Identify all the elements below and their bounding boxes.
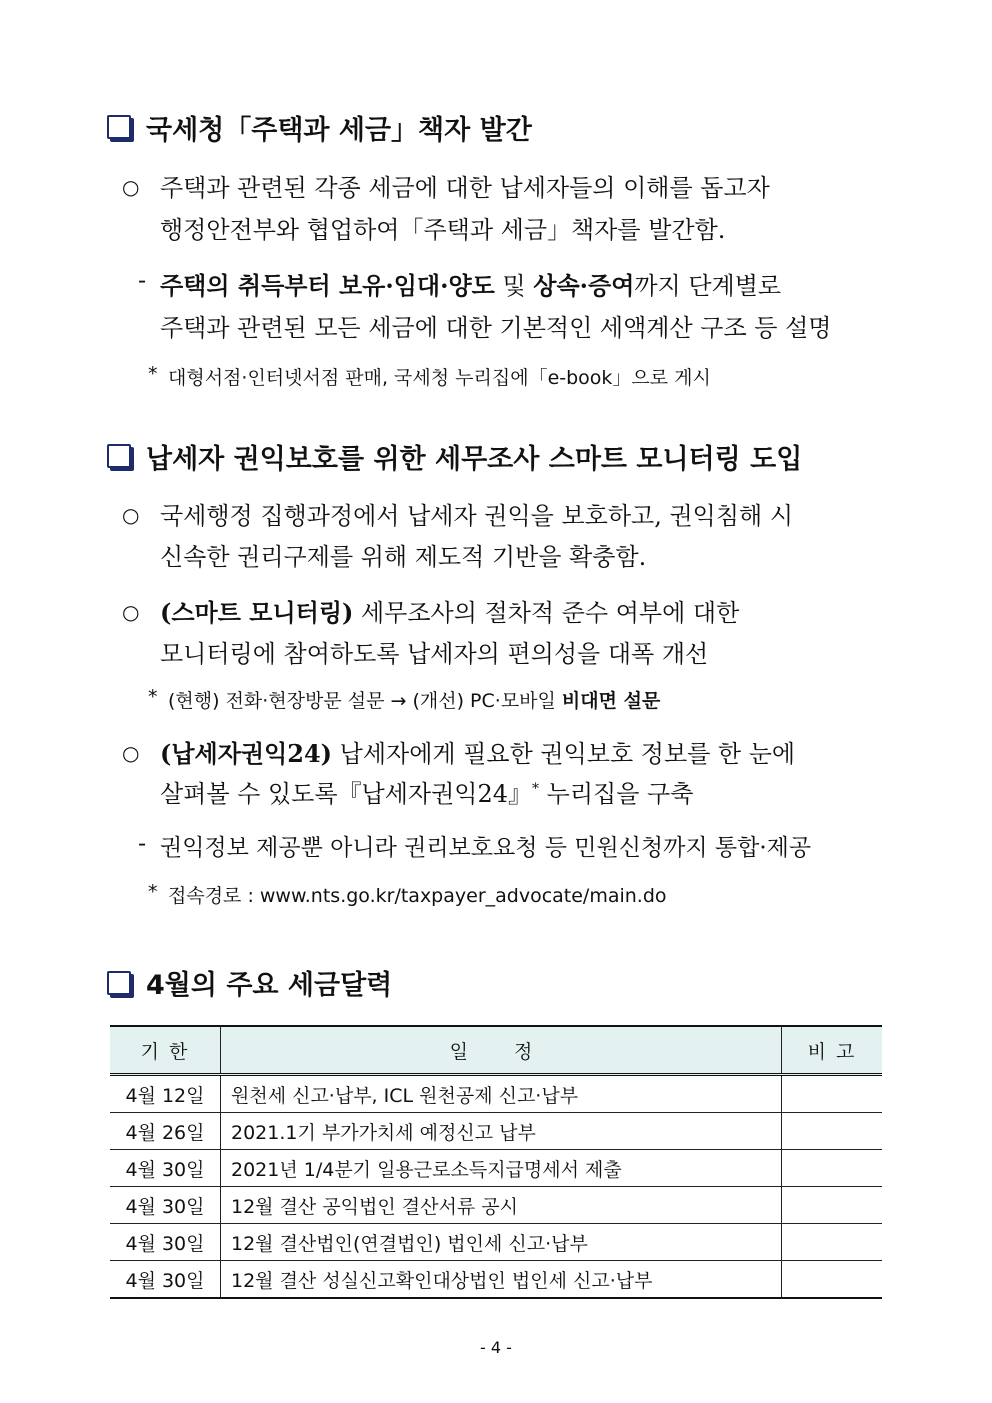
schedule-cell: 12월 결산 공익법인 결산서류 공시: [221, 1187, 782, 1224]
note-cell: [782, 1261, 883, 1299]
paragraph-line: 주택과 관련된 각종 세금에 대한 납세자들의 이해를 돕고자: [160, 174, 770, 202]
page-number: - 4 -: [480, 1338, 512, 1357]
date-cell: 4월 30일: [110, 1150, 221, 1187]
section-title: 납세자 권익보호를 위한 세무조사 스마트 모니터링 도입: [146, 444, 803, 475]
date-cell: 4월 26일: [110, 1113, 221, 1150]
section-box-icon: [107, 444, 131, 468]
date-cell: 4월 30일: [110, 1224, 221, 1261]
table-header-row: [110, 1026, 882, 1075]
text-span: 세무조사의 절차적 준수 여부에 대한: [353, 599, 740, 627]
circle-bullet-icon: ○: [122, 503, 140, 527]
bold-text: (납세자권익24): [160, 739, 333, 768]
note-cell: [782, 1150, 883, 1187]
note-cell: [782, 1075, 883, 1113]
schedule-cell: 2021.1기 부가가치세 예정신고 납부: [221, 1113, 782, 1150]
asterisk-icon: *: [148, 881, 158, 903]
schedule-cell: 원천세 신고·납부, ICL 원천공제 신고·납부: [221, 1075, 782, 1113]
paragraph-line: [160, 266, 781, 301]
schedule-cell: 2021년 1/4분기 일용근로소득지급명세서 제출: [221, 1150, 782, 1187]
table-row: [110, 1187, 882, 1224]
paragraph-line: [160, 593, 739, 628]
paragraph-line: 행정안전부와 협업하여「주택과 세금」책자를 발간함.: [160, 216, 726, 244]
text-span: 누리집을 구축: [539, 780, 694, 808]
date-cell: 4월 30일: [110, 1187, 221, 1224]
paragraph-line: 국세행정 집행과정에서 납세자 권익을 보호하고, 권익침해 시: [160, 502, 794, 530]
bold-text: 상속·증여: [533, 271, 635, 300]
section-box-icon: [107, 971, 131, 995]
paragraph-line: [160, 774, 693, 809]
asterisk-icon: *: [148, 686, 158, 708]
bold-text: 주택의 취득부터 보유·임대·양도: [160, 271, 495, 300]
note-cell: [782, 1113, 883, 1150]
table-row: [110, 1224, 882, 1261]
schedule-cell: 12월 결산법인(연결법인) 법인세 신고·납부: [221, 1224, 782, 1261]
date-cell: 4월 30일: [110, 1261, 221, 1299]
date-cell: 4월 12일: [110, 1075, 221, 1113]
text-span: 및: [494, 272, 534, 300]
asterisk-icon: *: [148, 363, 158, 385]
bold-text: (스마트 모니터링): [160, 598, 354, 627]
note-cell: [782, 1187, 883, 1224]
superscript-asterisk: *: [532, 781, 540, 797]
paragraph-line: 모니터링에 참여하도록 납세자의 편의성을 대폭 개선: [160, 640, 709, 668]
circle-bullet-icon: ○: [122, 600, 140, 624]
tax-calendar-table: [110, 1025, 882, 1299]
table-row: [110, 1113, 882, 1150]
text-span: (현행) 전화·현장방문 설문 → (개선) PC·모바일: [168, 690, 562, 712]
table-row: [110, 1261, 882, 1299]
bold-text: 비대면 설문: [561, 690, 661, 712]
section-title: 국세청「주택과 세금」책자 발간: [146, 115, 532, 146]
footnote: 접속경로 : www.nts.go.kr/taxpayer_advocate/main.do: [168, 885, 667, 907]
column-header-note: 비 고: [782, 1026, 883, 1075]
table-row: [110, 1075, 882, 1113]
column-header-deadline: 기 한: [110, 1026, 221, 1075]
section-box-icon: [107, 115, 131, 139]
circle-bullet-icon: ○: [122, 175, 140, 199]
circle-bullet-icon: ○: [122, 741, 140, 765]
table-row: [110, 1150, 882, 1187]
footnote: [168, 686, 660, 713]
column-header-schedule: 일 정: [221, 1026, 782, 1075]
paragraph-line: 주택과 관련된 모든 세금에 대한 기본적인 세액계산 구조 등 설명: [160, 314, 832, 342]
footnote: 대형서점·인터넷서점 판매, 국세청 누리집에「e-book」으로 게시: [168, 367, 711, 389]
section-title: 4월의 주요 세금달력: [146, 970, 393, 1001]
dash-bullet-icon: -: [138, 266, 147, 294]
dash-bullet-icon: -: [138, 829, 147, 857]
text-span: 납세자에게 필요한 권익보호 정보를 한 눈에: [332, 740, 796, 768]
note-cell: [782, 1224, 883, 1261]
paragraph-line: 신속한 권리구제를 위해 제도적 기반을 확충함.: [160, 543, 647, 571]
text-span: 살펴볼 수 있도록『납세자권익24』: [160, 780, 533, 808]
paragraph-line: [160, 734, 795, 769]
paragraph-line: 권익정보 제공뿐 아니라 권리보호요청 등 민원신청까지 통합·제공: [160, 835, 812, 861]
text-span: 까지 단계별로: [634, 272, 782, 300]
schedule-cell: 12월 결산 성실신고확인대상법인 법인세 신고·납부: [221, 1261, 782, 1299]
